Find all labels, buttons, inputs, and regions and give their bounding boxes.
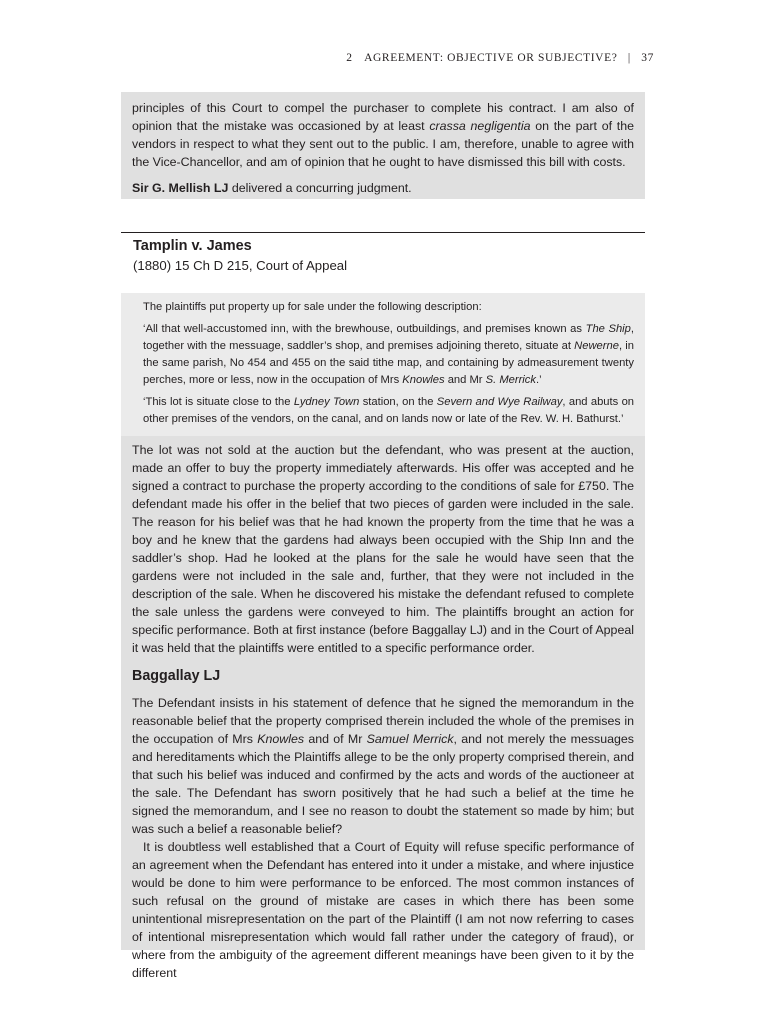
case-facts — [132, 441, 634, 657]
concurring-judgment-note — [132, 179, 634, 197]
italic-run: Knowles — [402, 374, 445, 386]
text-run: .’ — [535, 374, 542, 386]
italic-run: Newerne — [574, 340, 619, 352]
judge-heading: Baggallay LJ — [132, 668, 221, 684]
italic-run: Samuel Merrick — [366, 732, 454, 746]
quote-intro — [143, 299, 634, 316]
text-run: It is doubtless well established that a Court of Equity will refuse specific performance of an agreement when the Defendant has entered into it under a mistake, and where injustice would be done to him were performance to be enforced. The most common instances of such refusal on the ground of mistake are cases in which there has been some unintentional misrepresentation on the part of the Plaintiff (I am not now referring to cases of intentional misrepresentation which would fall rather under the category of fraud), or where from the ambiguity of the agreement different meanings have been given to it by the different — [132, 840, 634, 980]
text-run: , in the same parish, No 454 and 455 on the said tithe map, and containing by admeasurement twenty perches, more or less, now in the occupation of Mrs — [143, 340, 634, 386]
italic-run: Lydney Town — [293, 396, 360, 408]
case-title: Tamplin v. James — [133, 238, 252, 254]
text-run: ‘This lot is situate close to the — [143, 396, 294, 408]
italic-run: The Ship — [585, 323, 631, 335]
italic-run: Knowles — [257, 732, 305, 746]
judgment-paragraph-2 — [132, 838, 634, 982]
case-citation: (1880) 15 Ch D 215, Court of Appeal — [133, 258, 348, 273]
italic-run: Severn and Wye Railway — [436, 396, 563, 408]
sale-description-block — [121, 293, 645, 436]
quote-paragraph-2 — [143, 394, 634, 428]
text-run: station, on the — [359, 396, 437, 408]
text-run: and of Mr — [304, 732, 367, 746]
text-run: and Mr — [444, 374, 486, 386]
case-extract-box — [121, 293, 645, 980]
running-head — [346, 52, 654, 64]
bold-run: Sir G. Mellish LJ — [132, 181, 229, 195]
italic-run: S. Merrick — [485, 374, 536, 386]
text-run: The plaintiffs put property up for sale under the following description: — [143, 301, 482, 313]
extract-box-previous — [121, 92, 645, 199]
italic-run: crassa negligentia — [429, 119, 531, 133]
judgment-paragraph-1 — [132, 694, 634, 838]
text-run: on the part of the vendors in respect to what they sent out to the public. I am, therefore, unable to agree with the Vice-Chancellor, and am of opinion that he ought to have dismissed this bill with costs. — [132, 119, 634, 169]
quote-paragraph-1 — [143, 321, 634, 389]
header-separator: | — [627, 52, 631, 64]
text-run: delivered a concurring judgment. — [228, 181, 412, 195]
text-run: The lot was not sold at the auction but the defendant, who was present at the auction, made an offer to buy the property immediately afterwards. His offer was accepted and he signed a contract to purchase the property according to the conditions of sale for £750. The defendant made his offer in the belief that two pieces of garden were included in the sale. The reason for his belief was that he had known the property from the time that he was a boy and he knew that the gardens had always been occupied with the Ship Inn and the saddler’s shop. Had he looked at the plans for the sale he would have seen that the gardens were not included in the sale and, further, that they were not included in the description of the sale. When he discovered his mistake the defendant refused to complete the sale unless the gardens were conveyed to him. The plaintiffs brought an action for specific performance. Both at first instance (before Baggallay LJ) and in the Court of Appeal it was held that the plaintiffs were entitled to a specific performance order. — [132, 443, 634, 655]
text-run: , and not merely the messuages and hereditaments which the Plaintiffs allege to be the only property comprised therein, and that such his belief was induced and confirmed by the acts and words of the auctioneer at the sale. The Defendant has sworn positively that he had such a belief at the time he signed the memorandum, and I see no reason to doubt the statement so made by him; but was such a belief a reasonable belief? — [132, 732, 634, 836]
chapter-number: 2 — [346, 52, 353, 64]
text-run: The Defendant insists in his statement of defence that he signed the memorandum in the reasonable belief that the property comprised therein included the whole of the premises in the occupation of Mrs — [132, 696, 634, 746]
text-run: , together with the messuage, saddler’s shop, and premises adjoining thereto, situate at — [143, 323, 635, 352]
section-divider — [121, 232, 645, 233]
page-number: 37 — [641, 52, 654, 64]
text-run: ‘All that well-accustomed inn, with the brewhouse, outbuildings, and premises known as — [143, 323, 586, 335]
chapter-title: AGREEMENT: OBJECTIVE OR SUBJECTIVE? — [364, 52, 618, 64]
text-run: , and abuts on other premises of the vendors, on the canal, and on lands now or late of the Rev. W. H. Bathurst.’ — [143, 396, 635, 425]
extract-paragraph — [132, 99, 634, 171]
text-run: principles of this Court to compel the purchaser to complete his contract. I am also of opinion that the mistake was occasioned by at least — [132, 101, 634, 133]
